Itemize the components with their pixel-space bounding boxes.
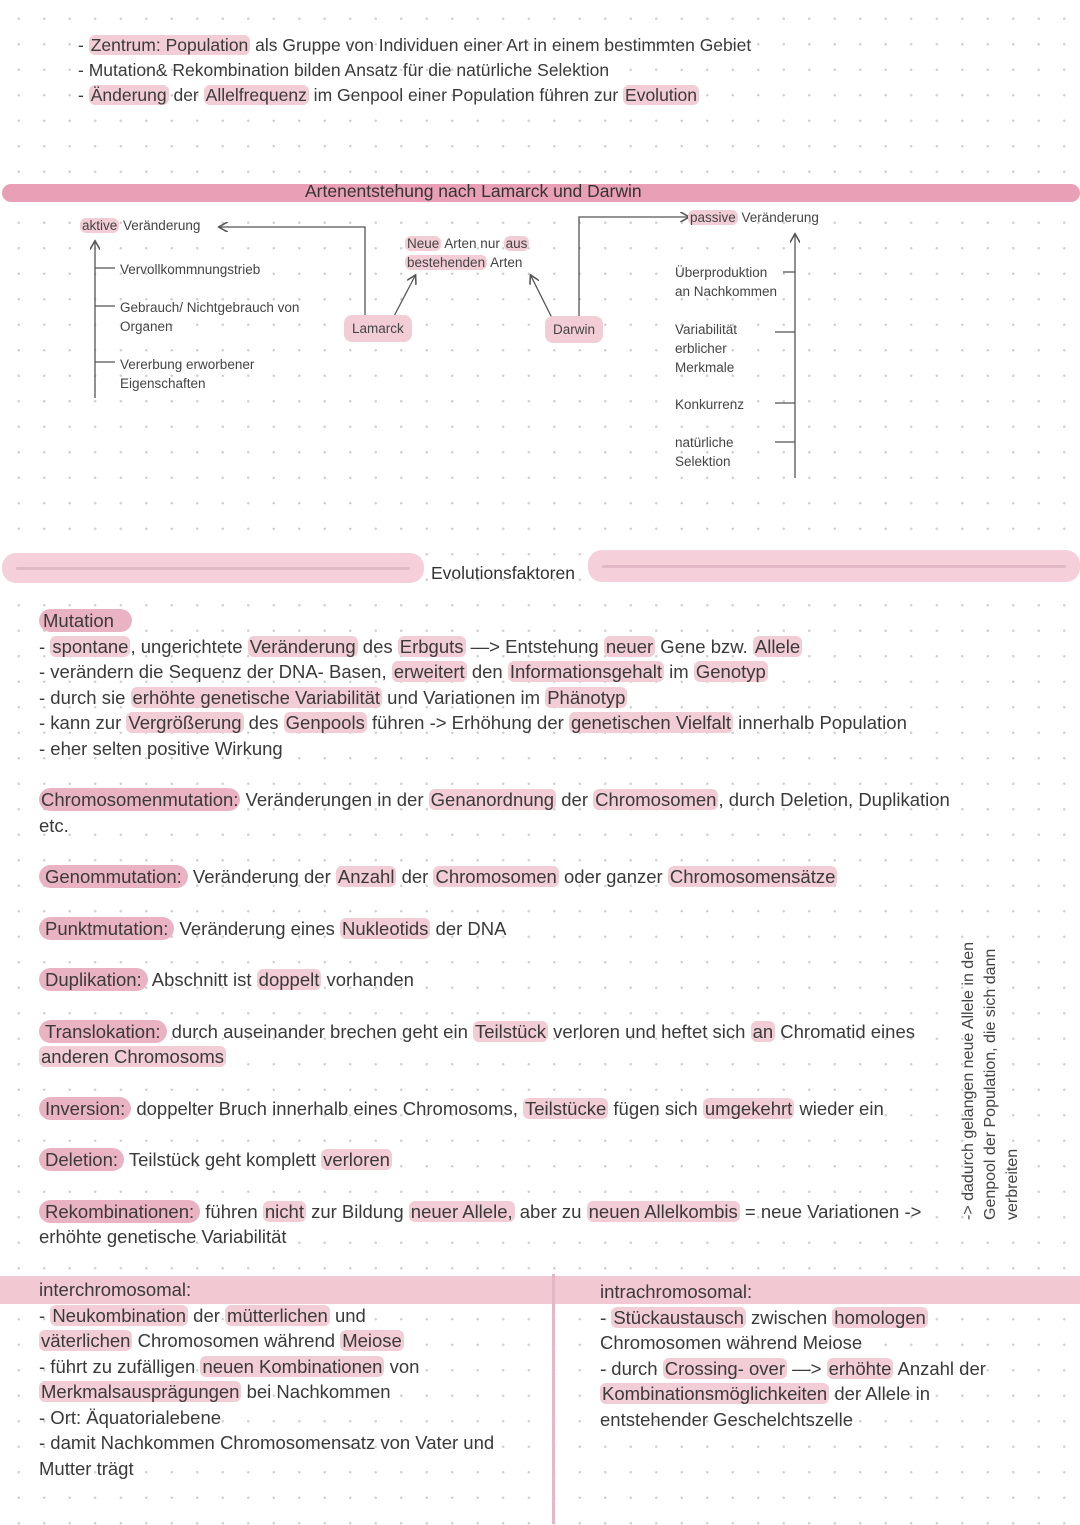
highlight: Genpools: [285, 712, 365, 733]
highlight: an: [752, 1020, 774, 1042]
deletion-head: Deletion:: [39, 1148, 124, 1171]
text: im: [664, 661, 694, 682]
highlight: Genotyp: [695, 661, 766, 682]
highlight: erweitert: [393, 661, 465, 682]
mutation-line-4: [39, 710, 969, 736]
text: - kann zur: [39, 712, 127, 733]
highlight: Teilstück: [475, 1020, 546, 1042]
text: der: [396, 866, 434, 887]
intra-head: intrachromosomal:: [600, 1281, 753, 1302]
text: Veränderung eines: [174, 917, 341, 939]
highlight: Teilstücke: [525, 1097, 607, 1119]
deletion: [39, 1147, 969, 1173]
intra-line-4: [600, 1381, 1070, 1407]
text: Veränderung der: [187, 866, 336, 887]
text: und: [329, 1304, 366, 1326]
intra-line-1: [600, 1305, 1070, 1331]
chromosomenmutation: [39, 787, 969, 813]
intra-line-5: entstehender Geschelchtszelle: [600, 1408, 853, 1430]
evolution-body: [39, 605, 969, 1250]
right-item-1: Überproduktion an Nachkommen: [675, 265, 778, 299]
intra-line-3: [600, 1356, 1070, 1382]
text: des: [243, 712, 284, 733]
highlight: bestehenden: [407, 255, 486, 270]
highlight: Zentrum: Population: [90, 35, 249, 55]
passive-veraenderung: [688, 208, 819, 227]
inter-column: [39, 1277, 544, 1481]
text: Anzahl der: [893, 1357, 986, 1379]
text: der DNA: [430, 917, 507, 939]
highlight: passive: [690, 210, 736, 225]
chromosomenmutation-etc: etc.: [39, 814, 69, 836]
text: den: [466, 661, 508, 682]
inter-line-1: [39, 1303, 544, 1329]
highlight: Nukleotids: [342, 917, 429, 939]
duplikation-head: Duplikation:: [39, 968, 148, 991]
highlight: Chromosomen: [435, 866, 557, 887]
mutation-head: Mutation: [39, 609, 132, 632]
text: - durch: [600, 1357, 663, 1379]
text: Abschnitt ist: [147, 969, 257, 990]
highlight: Anzahl: [337, 866, 395, 887]
highlight: Meiose: [342, 1330, 402, 1351]
lamarck-node: Lamarck: [344, 315, 412, 342]
highlight: Erbguts: [399, 635, 464, 657]
text: - führt zu zufälligen: [39, 1355, 201, 1377]
highlight: Stückaustausch: [613, 1306, 744, 1328]
highlight: verloren: [323, 1149, 390, 1170]
text: innerhalb Population: [733, 712, 907, 733]
text: Veränderung: [119, 218, 201, 233]
inter-line-6: - damit Nachkommen Chromosomensatz von Vater und: [39, 1432, 495, 1453]
section-bar-right: [588, 550, 1080, 582]
inter-line-7: Mutter trägt: [39, 1457, 134, 1479]
text: -: [78, 85, 89, 105]
text: der: [556, 789, 594, 810]
highlight: Chromosomen: [595, 789, 717, 810]
highlight: Merkmalsausprägungen: [41, 1381, 240, 1402]
highlight: erhöhte genetische Variabilität: [132, 686, 381, 708]
highlight: aktive: [82, 218, 118, 233]
duplikation: [39, 967, 969, 993]
highlight: Informationsgehalt: [509, 661, 663, 682]
side-note: -> dadurch gelangen neue Allele in den Genpool der Population, die sich dann verbreiten: [960, 942, 1021, 1220]
left-item-2: Gebrauch/ Nichtgebrauch von Organen: [120, 300, 300, 334]
genommutation: [39, 864, 969, 890]
text: Arten: [487, 255, 523, 270]
inversion: [39, 1096, 969, 1122]
punktmutation: [39, 916, 969, 942]
punktmutation-head: Punktmutation:: [39, 917, 174, 940]
highlight: neuen Allelkombis: [588, 1200, 738, 1222]
text: des: [357, 635, 398, 657]
text: Veränderungen in der: [240, 789, 429, 810]
section-title-evolutionsfaktoren: Evolutionsfaktoren: [431, 563, 575, 583]
text: bei Nachkommen: [241, 1381, 391, 1402]
inter-line-2: [39, 1328, 544, 1354]
intra-column: [600, 1279, 1070, 1432]
highlight: neuen Kombinationen: [202, 1355, 383, 1377]
highlight: mütterlichen: [227, 1304, 328, 1326]
inter-line-4: [39, 1379, 544, 1405]
text: , durch Deletion, Duplikation: [718, 789, 950, 810]
text: —>: [787, 1357, 827, 1379]
text: -: [78, 35, 89, 55]
text: führen -> Erhöhung der: [366, 712, 569, 733]
highlight: anderen Chromosoms: [41, 1046, 225, 1067]
inter-line-5: - Ort: Äquatorialebene: [39, 1406, 222, 1428]
text: -: [39, 1304, 51, 1326]
inter-line-3: [39, 1354, 544, 1380]
inter-head: interchromosomal:: [39, 1279, 192, 1300]
inversion-head: Inversion:: [39, 1097, 131, 1120]
text: Arten nur: [441, 236, 504, 251]
mutation-line-2: [39, 659, 969, 685]
highlight: Kombinationsmöglichkeiten: [602, 1383, 828, 1404]
mutation-line-5: - eher selten positive Wirkung: [39, 737, 283, 759]
highlight: Neue: [407, 236, 440, 251]
translokation: [39, 1019, 969, 1045]
text: als Gruppe von Individuen einer Art in einem bestimmten Gebiet: [250, 35, 752, 55]
text: doppelter Bruch innerhalb eines Chromosoms,: [131, 1097, 524, 1119]
text: -: [39, 635, 51, 657]
highlight: spontane: [52, 635, 129, 657]
translokation-line-2: [39, 1044, 969, 1070]
column-divider: [552, 1274, 555, 1524]
aktive-veraenderung: [80, 216, 200, 235]
text: Teilstück geht komplett: [124, 1149, 322, 1170]
text: Gene bzw.: [655, 635, 753, 657]
intro-line-2: - Mutation& Rekombination bilden Ansatz für die natürliche Selektion: [78, 60, 610, 80]
text: Veränderung: [737, 210, 819, 225]
text: = neue Variationen ->: [739, 1200, 922, 1222]
text: vorhanden: [321, 969, 414, 990]
text: fügen sich: [608, 1097, 703, 1119]
right-item-3: Konkurrenz: [675, 397, 745, 412]
mutation-line-3: [39, 685, 969, 711]
text: aber zu: [514, 1200, 587, 1222]
genommutation-head: Genommutation:: [39, 865, 188, 888]
rekombinationen: [39, 1199, 969, 1225]
text: verloren und heftet sich: [547, 1020, 751, 1042]
highlight: neuer: [605, 635, 654, 657]
highlight: Evolution: [625, 85, 698, 105]
text: - durch sie: [39, 686, 131, 708]
highlight: aus: [505, 236, 528, 251]
highlight: Chromosomensätze: [669, 866, 836, 887]
highlight: doppelt: [258, 969, 320, 990]
mutation-head-line: [39, 608, 969, 634]
text: zur Bildung: [305, 1200, 409, 1222]
text: zwischen: [745, 1306, 833, 1328]
highlight: Allele: [754, 635, 801, 657]
highlight: genetischen Vielfalt: [570, 712, 732, 733]
intra-line-2: Chromosomen während Meiose: [600, 1332, 863, 1353]
section-bar-left: [2, 553, 424, 583]
darwin-node: Darwin: [545, 316, 603, 343]
text: der: [188, 1304, 226, 1326]
highlight: väterlichen: [41, 1330, 131, 1351]
left-item-1: Vervollkommnungstrieb: [120, 262, 261, 277]
mutation-line-1: [39, 634, 969, 660]
left-item-3: Vererbung erworbener Eigenschaften: [120, 357, 255, 391]
section-title-lamarck-darwin: Artenentstehung nach Lamarck und Darwin: [305, 181, 642, 201]
translokation-head: Translokation:: [39, 1020, 167, 1043]
rekombinationen-head: Rekombinationen:: [39, 1200, 200, 1223]
rekombinationen-line-2: erhöhte genetische Variabilität: [39, 1226, 287, 1247]
text: von: [384, 1355, 420, 1377]
text: durch auseinander brechen geht ein: [166, 1020, 474, 1042]
highlight: Vergrößerung: [128, 712, 242, 733]
text: der Allele in: [829, 1383, 931, 1404]
highlight: Genanordnung: [430, 789, 555, 810]
text: der: [168, 85, 204, 105]
highlight: homologen: [834, 1306, 926, 1328]
text: —> Entstehung: [465, 635, 604, 657]
highlight: erhöhte: [828, 1357, 892, 1379]
highlight: Allelfrequenz: [205, 85, 307, 105]
right-item-2: Variabilität erblicher Merkmale: [675, 322, 738, 375]
highlight: Phänotyp: [547, 686, 626, 708]
text: Chromatid eines: [775, 1020, 915, 1042]
highlight: Veränderung: [249, 635, 356, 657]
chromosomenmutation-head: Chromosomenmutation:: [41, 789, 239, 810]
highlight: Crossing- over: [664, 1357, 786, 1379]
text: -: [600, 1306, 612, 1328]
text: - verändern die Sequenz der DNA- Basen,: [39, 661, 392, 682]
text: , ungerichtete: [130, 635, 248, 657]
text: und Variationen im: [382, 686, 546, 708]
highlight: neuer Allele,: [410, 1200, 513, 1222]
right-item-4: natürliche Selektion: [675, 435, 734, 469]
highlight: Änderung: [90, 85, 167, 105]
highlight: umgekehrt: [704, 1097, 793, 1119]
highlight: nicht: [264, 1200, 304, 1222]
center-neue-arten: [405, 234, 540, 272]
text: führen: [200, 1200, 263, 1222]
text: wieder ein: [794, 1097, 884, 1119]
highlight: Neukombination: [52, 1304, 187, 1326]
text: im Genpool einer Population führen zur: [308, 85, 624, 105]
text: Chromosomen während: [132, 1330, 341, 1351]
text: oder ganzer: [558, 866, 668, 887]
